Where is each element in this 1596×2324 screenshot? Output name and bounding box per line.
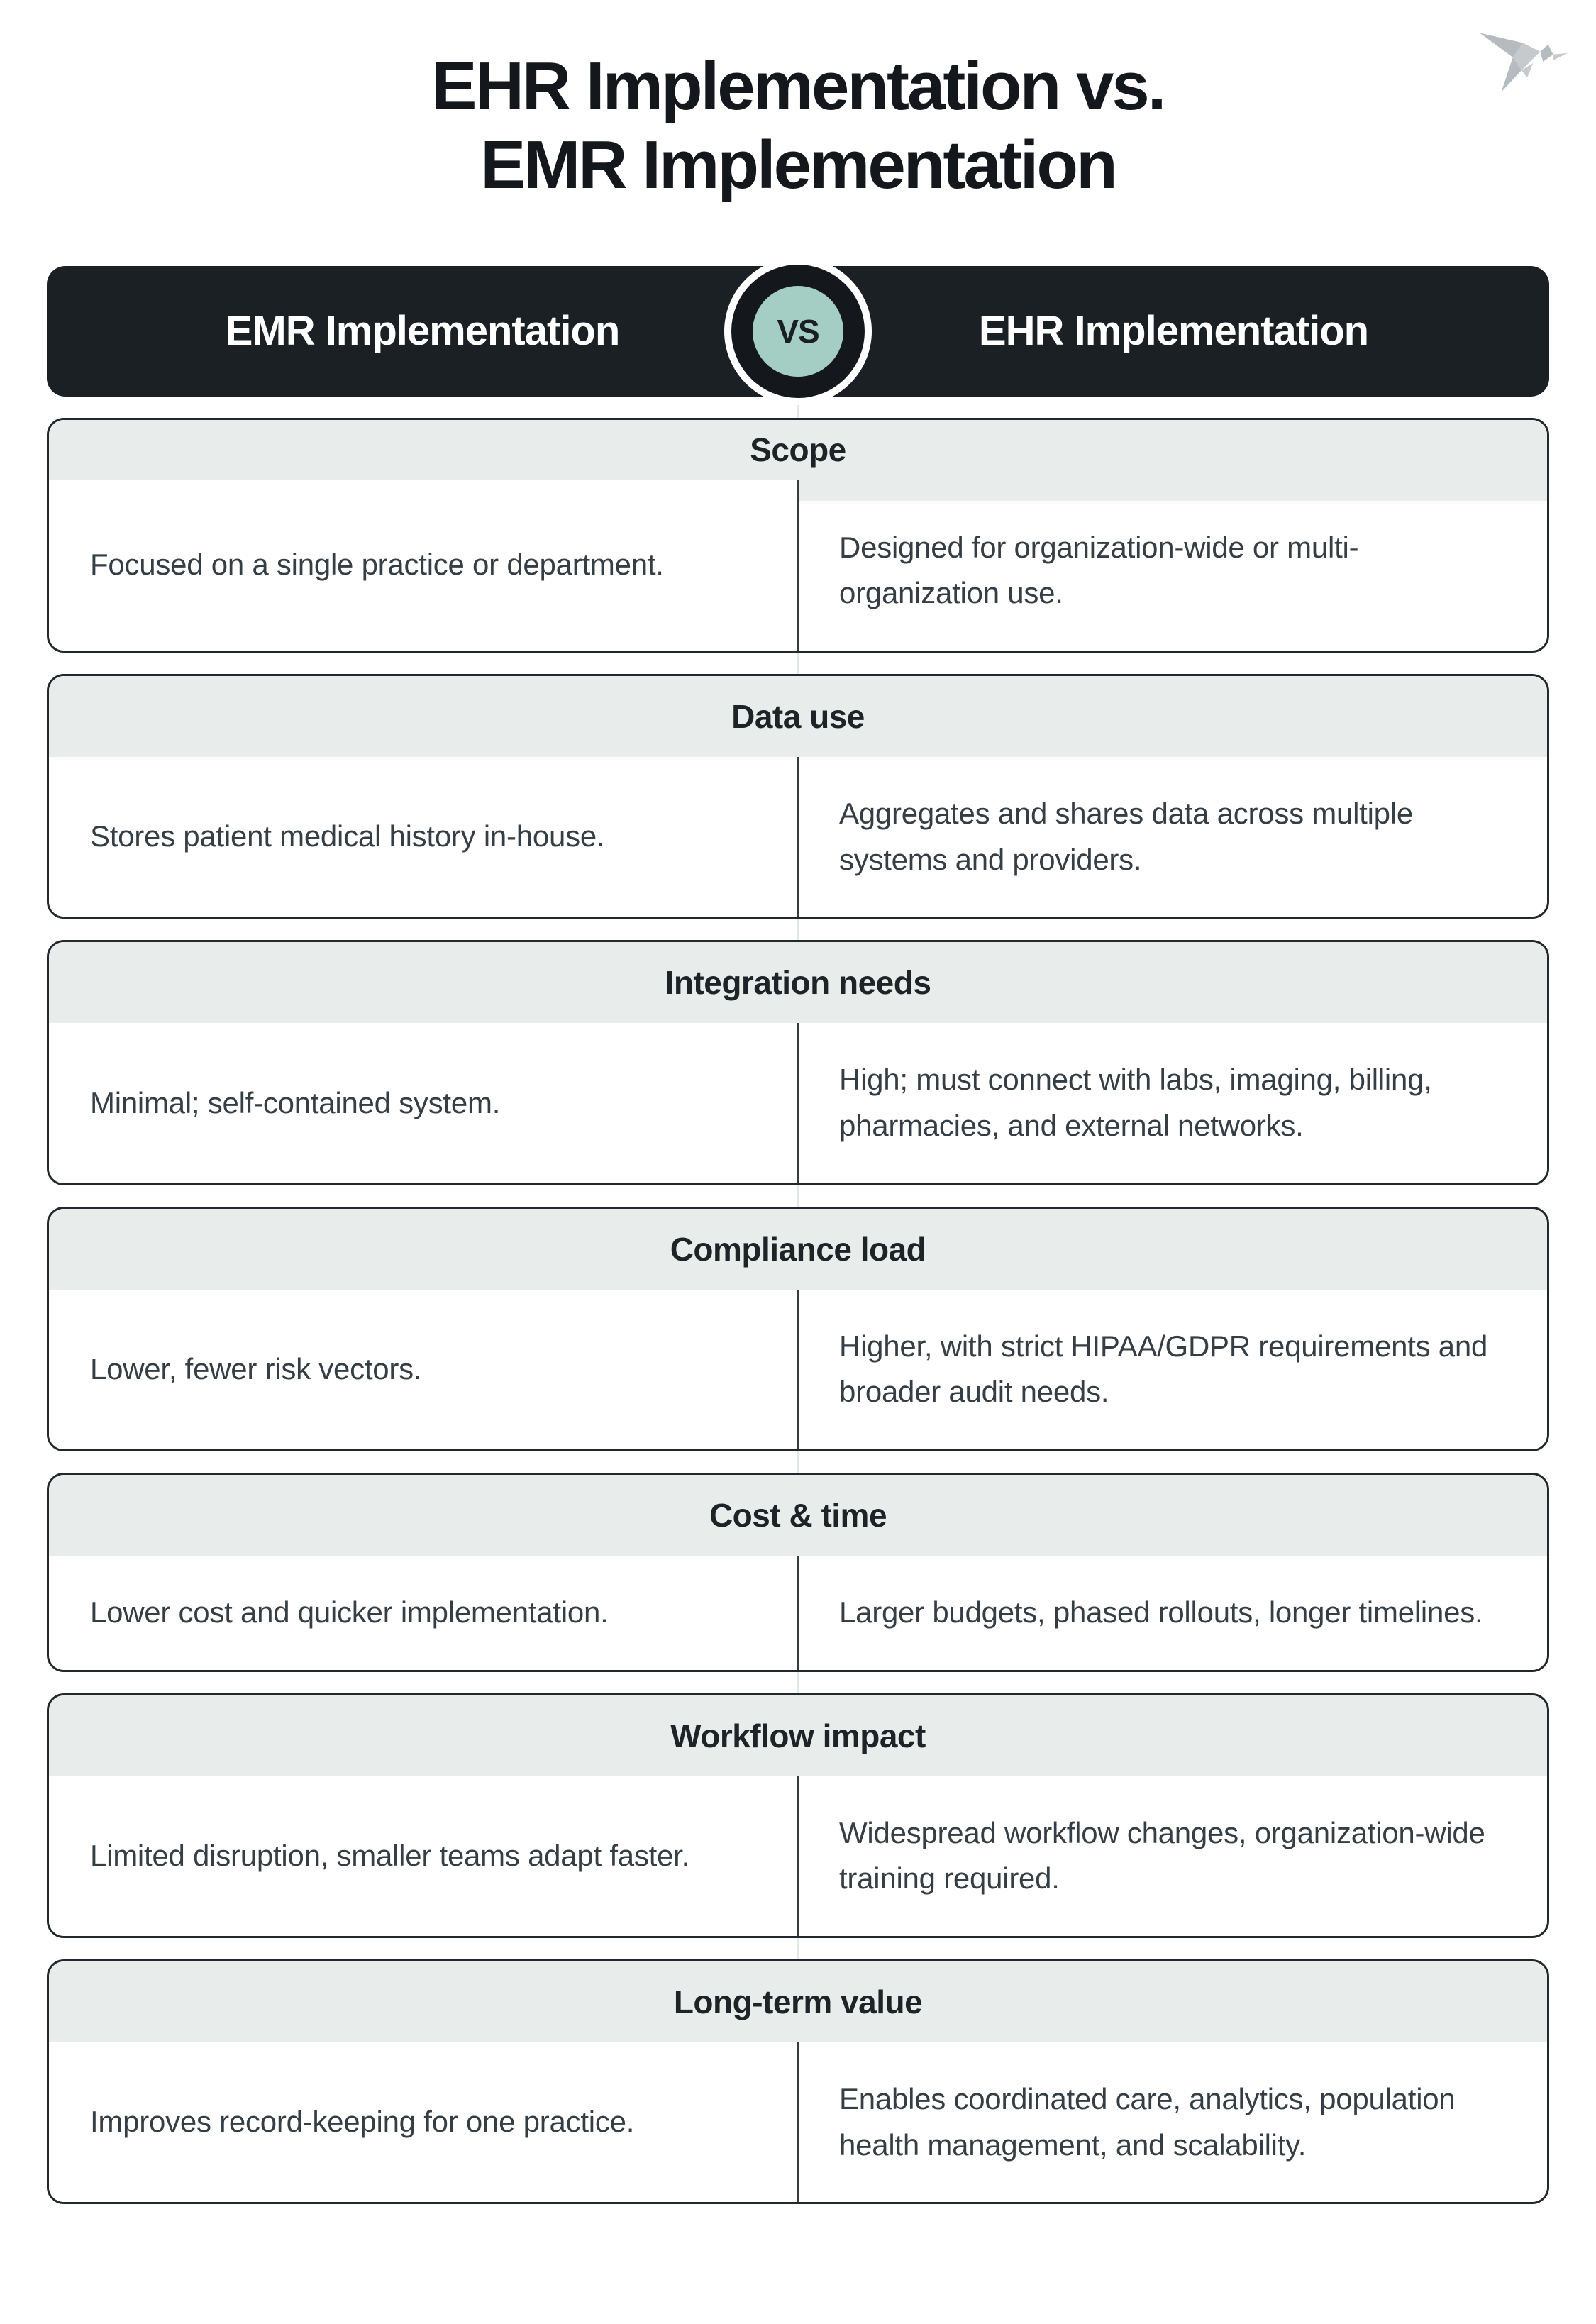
section-body <box>49 2042 1547 2202</box>
section-card-integration-needs <box>47 940 1549 1185</box>
ehr-cell: Larger budgets, phased rollouts, longer timelines. <box>839 1595 1483 1629</box>
emr-column-header: EMR Implementation <box>225 308 620 355</box>
section-body <box>49 757 1547 917</box>
section-card-cost-time <box>47 1473 1549 1672</box>
section-title: Scope <box>49 420 1547 480</box>
vs-badge <box>731 265 865 398</box>
section-body <box>49 1023 1547 1183</box>
emr-cell: Minimal; self-contained system. <box>90 1085 501 1119</box>
emr-cell: Stores patient medical history in-house. <box>90 819 605 853</box>
emr-cell: Limited disruption, smaller teams adapt faster. <box>90 1839 689 1873</box>
comparison-header-bar <box>47 266 1549 397</box>
ehr-cell: Designed for organization-wide or multi-organization use. <box>798 480 1547 651</box>
section-title: Compliance load <box>49 1209 1547 1290</box>
section-title: Integration needs <box>49 942 1547 1023</box>
ehr-cell: Enables coordinated care, analytics, population health management, and scalability. <box>839 2082 1456 2162</box>
ehr-header-half <box>798 266 1549 397</box>
vs-badge-label: VS <box>777 312 819 350</box>
page-title <box>47 47 1549 205</box>
page-title-line2: EMR Implementation <box>480 127 1116 204</box>
ehr-cell: Widespread workflow changes, organization-wide training required. <box>839 1815 1485 1896</box>
section-body <box>49 480 1547 651</box>
origami-bird-icon <box>1477 24 1570 104</box>
ehr-column-header: EHR Implementation <box>978 308 1369 355</box>
ehr-cell: Higher, with strict HIPAA/GDPR requirements and broader audit needs. <box>839 1329 1488 1409</box>
ehr-cell: Aggregates and shares data across multiple systems and providers. <box>839 797 1413 876</box>
emr-cell: Lower, fewer risk vectors. <box>90 1352 422 1386</box>
section-body <box>49 1556 1547 1670</box>
section-card-scope <box>47 418 1549 653</box>
section-card-long-term-value <box>47 1959 1549 2204</box>
emr-header-half <box>47 266 798 397</box>
emr-cell: Focused on a single practice or department. <box>90 548 664 582</box>
comparison-stack <box>47 266 1549 2205</box>
section-title: Long-term value <box>49 1961 1547 2042</box>
ehr-cell: High; must connect with labs, imaging, billing, pharmacies, and external networks. <box>839 1063 1432 1143</box>
section-body <box>49 1290 1547 1449</box>
page-title-line1: EHR Implementation vs. <box>431 48 1165 124</box>
section-card-data-use <box>47 674 1549 919</box>
section-title: Workflow impact <box>49 1695 1547 1776</box>
section-body <box>49 1776 1547 1936</box>
section-title: Cost & time <box>49 1475 1547 1556</box>
section-title: Data use <box>49 676 1547 757</box>
section-card-workflow-impact <box>47 1693 1549 1938</box>
emr-cell: Improves record-keeping for one practice. <box>90 2105 635 2139</box>
section-card-compliance-load <box>47 1207 1549 1451</box>
emr-cell: Lower cost and quicker implementation. <box>90 1595 609 1629</box>
